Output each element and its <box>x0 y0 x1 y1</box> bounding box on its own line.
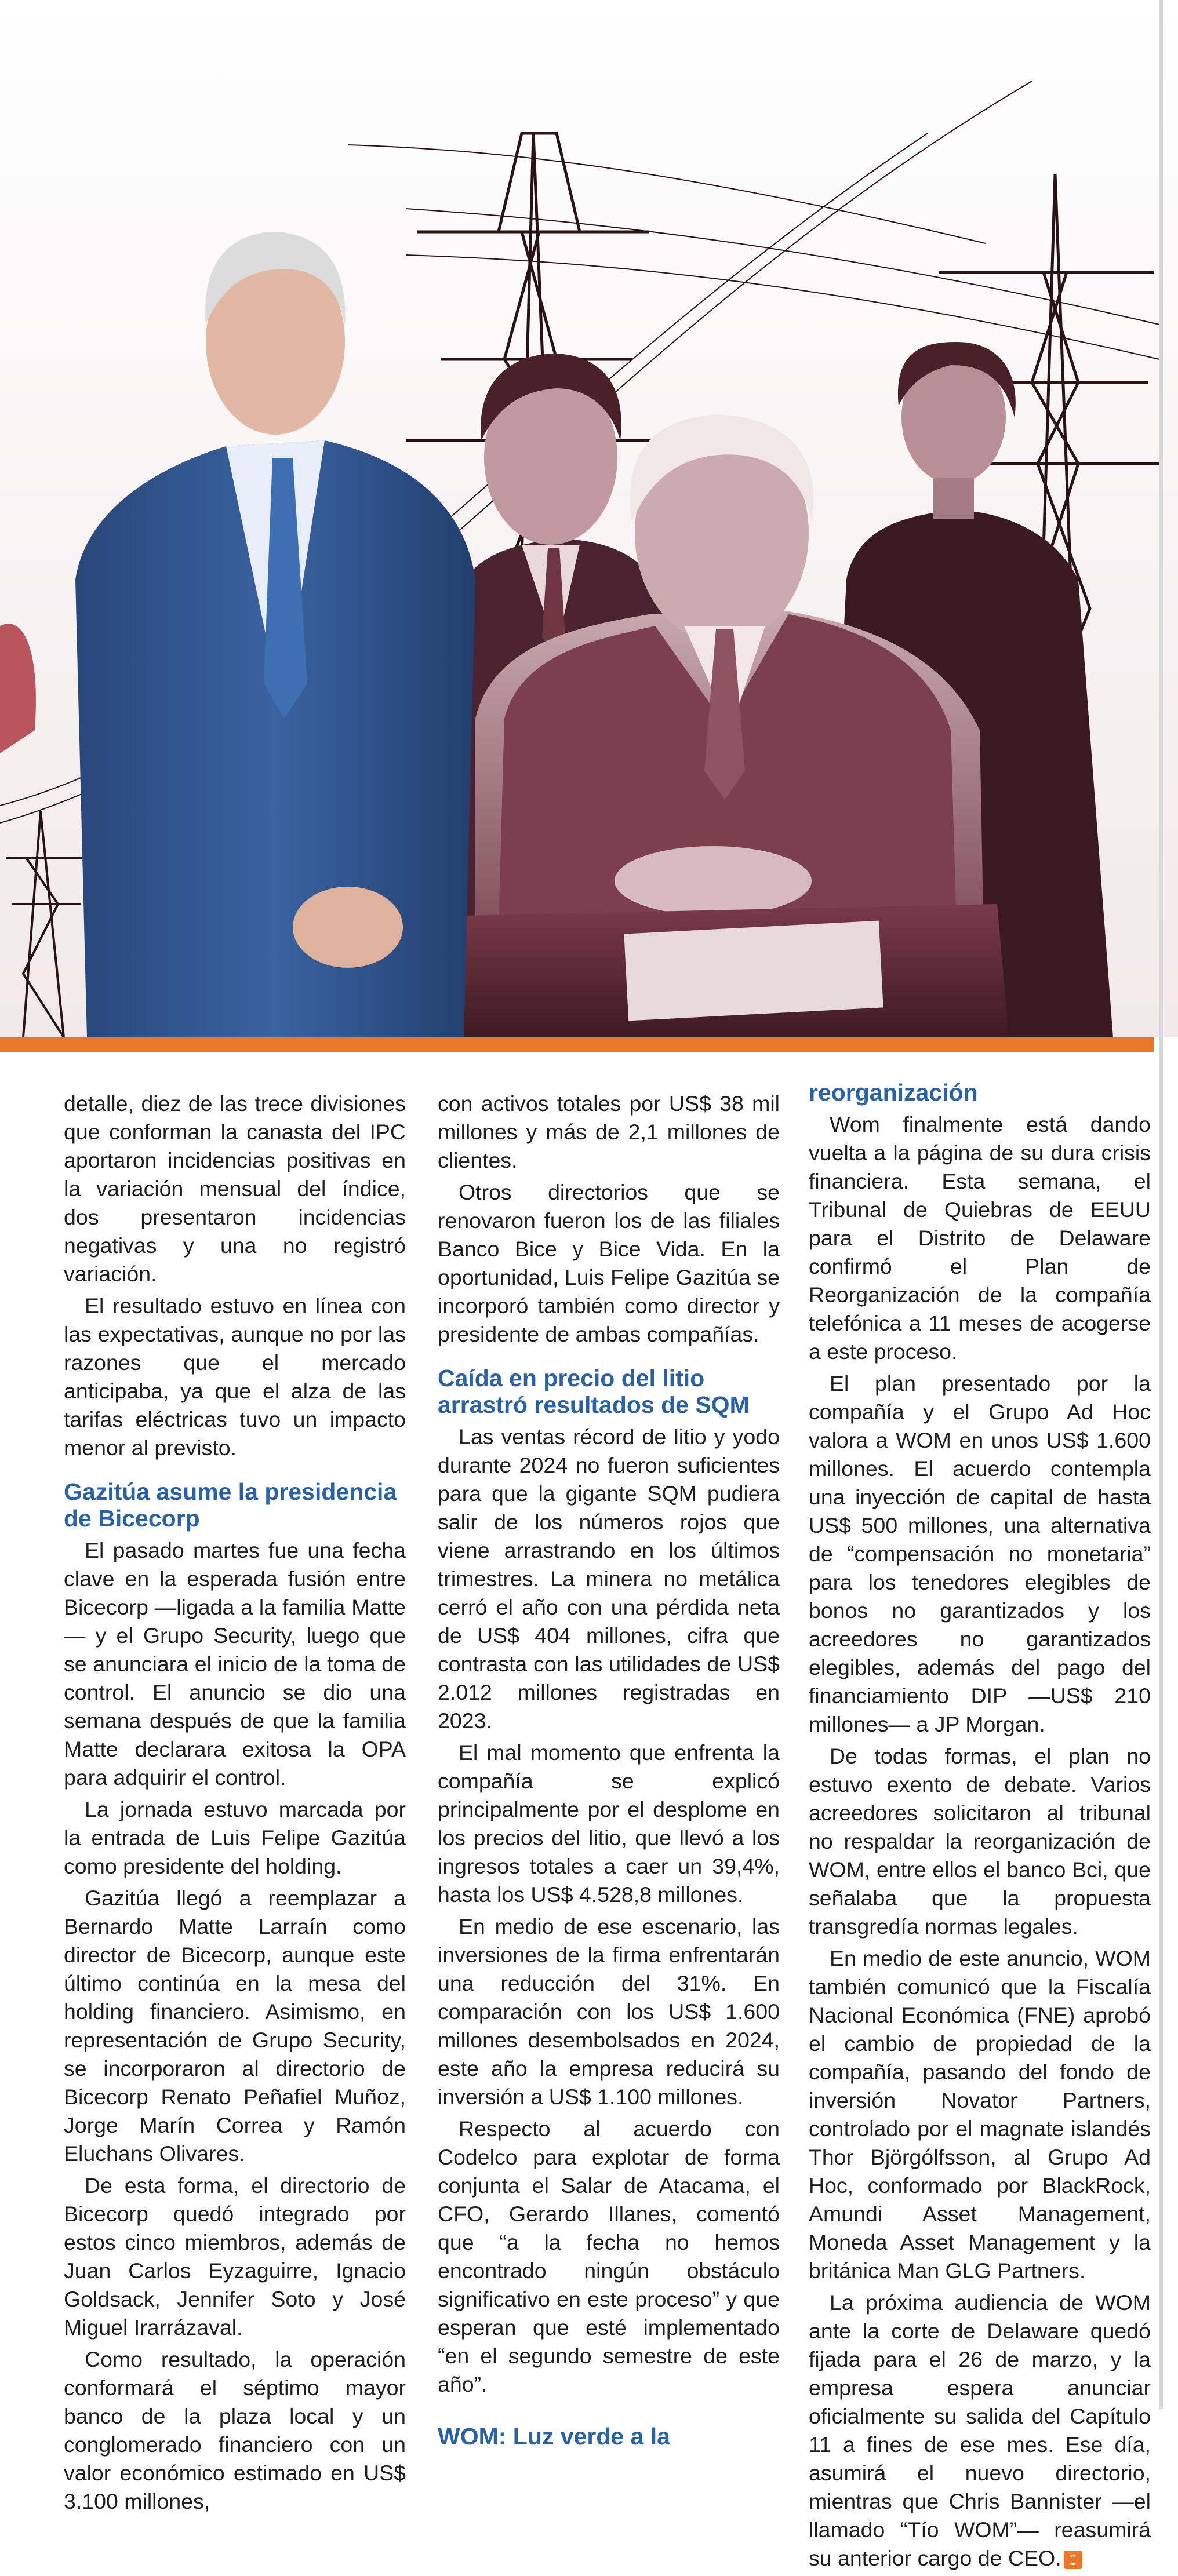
section-heading-gazitua: Gazitúa asume la presidencia de Bicecorp <box>64 1478 397 1532</box>
paragraph: Las ventas récord de litio y yodo durante 2024 no fueron suficientes para que la gigante SQM pudiera salir de los números rojos que viene arrastrando en los últimos trimestres. La minera no metálica cerró el año con una pérdida neta de US$ 404 millones, cifra que contrasta con las utilidades de US$ 2.012 millones registradas en 2023. <box>438 1424 780 1733</box>
paragraph: con activos totales por US$ 38 mil millones y más de 2,1 millones de clientes. <box>438 1091 780 1172</box>
paragraph: Gazitúa llegó a reemplazar a Bernardo Matte Larraín como director de Bicecorp, aunque este último continúa en la mesa del holding financiero. Asimismo, en representación de Grupo Security, se incorporaron al directorio de Bicecorp Renato Peñafiel Muñoz, Jorge Marín Correa y Ramón Eluchans Olivares. <box>64 1886 406 2166</box>
paragraph: Como resultado, la operación conformará el séptimo mayor banco de la plaza local y un conglomerado financiero con un valor económico estimado en US$ 3.100 millones, <box>64 2347 406 2513</box>
article-column-1 <box>64 1090 406 2519</box>
paragraph: De todas formas, el plan no estuvo exento de debate. Varios acreedores solicitaron al tribunal no respaldar la reorganización de WOM, entre ellos el banco Bci, que señalaba que la propuesta transgredía normas legales. <box>809 1744 1151 1939</box>
header-photo-collage <box>0 0 1178 1037</box>
paragraph: El plan presentado por la compañía y el Grupo Ad Hoc valora a WOM en unos US$ 1.600 millones. El acuerdo contempla una inyección de capital de hasta US$ 500 millones, una alternativa de “compensación no monetaria” para los tenedores elegibles de bonos no garantizados y los acreedores no garantizados elegibles, además del pago del financiamiento DIP —US$ 210 millones— a JP Morgan. <box>809 1371 1151 1736</box>
paragraph: De esta forma, el directorio de Bicecorp quedó integrado por estos cinco miembros, además de Juan Carlos Eyzaguirre, Ignacio Goldsack, Jennifer Soto y José Miguel Irarrázaval. <box>64 2173 406 2340</box>
article-column-3 <box>809 1079 1151 2576</box>
paragraph: La jornada estuvo marcada por la entrada de Luis Felipe Gazitúa como presidente del holding. <box>64 1797 406 1878</box>
paragraph: El mal momento que enfrenta la compañía se explicó principalmente por el desplome en los precios del litio, que llevó a los ingresos totales a caer un 39,4%, hasta los US$ 4.528,8 millones. <box>438 1740 780 1907</box>
paragraph: Respecto al acuerdo con Codelco para explotar de forma conjunta el Salar de Atacama, el CFO, Gerardo Illanes, comentó que “a la fecha no hemos encontrado ningún obstáculo significativo en este proceso” y que esperan que esté implementado “en el segundo semestre de este año”. <box>438 2116 780 2396</box>
paragraph: El resultado estuvo en línea con las expectativas, aunque no por las razones que el mercado anticipaba, ya que el alza de las tarifas eléctricas tuvo un impacto menor al previsto. <box>64 1294 406 1460</box>
paragraph: En medio de ese escenario, las inversiones de la firma enfrentarán una reducción del 31%. En comparación con los US$ 1.600 millones desembolsados en 2024, este año la empresa reducirá su inversión a US$ 1.100 millones. <box>438 1914 780 2109</box>
paragraph: Wom finalmente está dando vuelta a la página de su dura crisis financiera. Esta semana, el Tribunal de Quiebras de EEUU para el Distrito de Delaware confirmó el Plan de Reorganización de la compañía telefónica a 11 meses de acogerse a este proceso. <box>809 1112 1151 1364</box>
paragraph: El pasado martes fue una fecha clave en la esperada fusión entre Bicecorp —ligada a la familia Matte— y el Grupo Security, luego que se anunciara el inicio de la toma de control. El anuncio se dio una semana después de que la familia Matte declarara exitosa la OPA para adquirir el control. <box>64 1538 406 1790</box>
desk-papers <box>624 921 883 1021</box>
page-edge-rule <box>1159 0 1163 2409</box>
paragraph: Otros directorios que se renovaron fueron los de las filiales Banco Bice y Bice Vida. En la oportunidad, Luis Felipe Gazitúa se incorporó también como director y presidente de ambas compañías. <box>438 1180 780 1346</box>
orange-divider-bar <box>0 1037 1154 1052</box>
end-of-article-icon <box>1064 2551 1082 2569</box>
section-heading-sqm: Caída en precio del litio arrastró resultados de SQM <box>438 1365 750 1418</box>
paragraph: En medio de este anuncio, WOM también comunicó que la Fiscalía Nacional Económica (FNE) aprobó el cambio de propiedad de la compañía, pasando del fondo de inversión Novator Partners, controlado por el magnate islandés Thor Björgólfsson, al Grupo Ad Hoc, conformado por BlackRock, Amundi Asset Management, Moneda Asset Management y la británica Man GLG Partners. <box>809 1946 1151 2283</box>
paragraph <box>809 2289 1151 2573</box>
section-heading-wom: WOM: Luz verde a la <box>438 2423 670 2450</box>
paragraph: detalle, diez de las trece divisiones que conforman la canasta del IPC aportaron incidencias positivas en la variación mensual del índice, dos presentaron incidencias negativas y una no registró variación. <box>64 1091 406 1286</box>
section-heading-wom-continued: reorganización <box>809 1079 978 1106</box>
article-column-2 <box>438 1090 780 2454</box>
paragraph-text: La próxima audiencia de WOM ante la corte de Delaware quedó fijada para el 26 de marzo, y la empresa espera anunciar oficialmente su salida del Capítulo 11 a fines de ese mes. Ese día, asumirá el nuevo directorio, mientras que Chris Bannister —el llamado “Tío WOM”— reasumirá su anterior cargo de CEO. <box>809 2290 1151 2570</box>
